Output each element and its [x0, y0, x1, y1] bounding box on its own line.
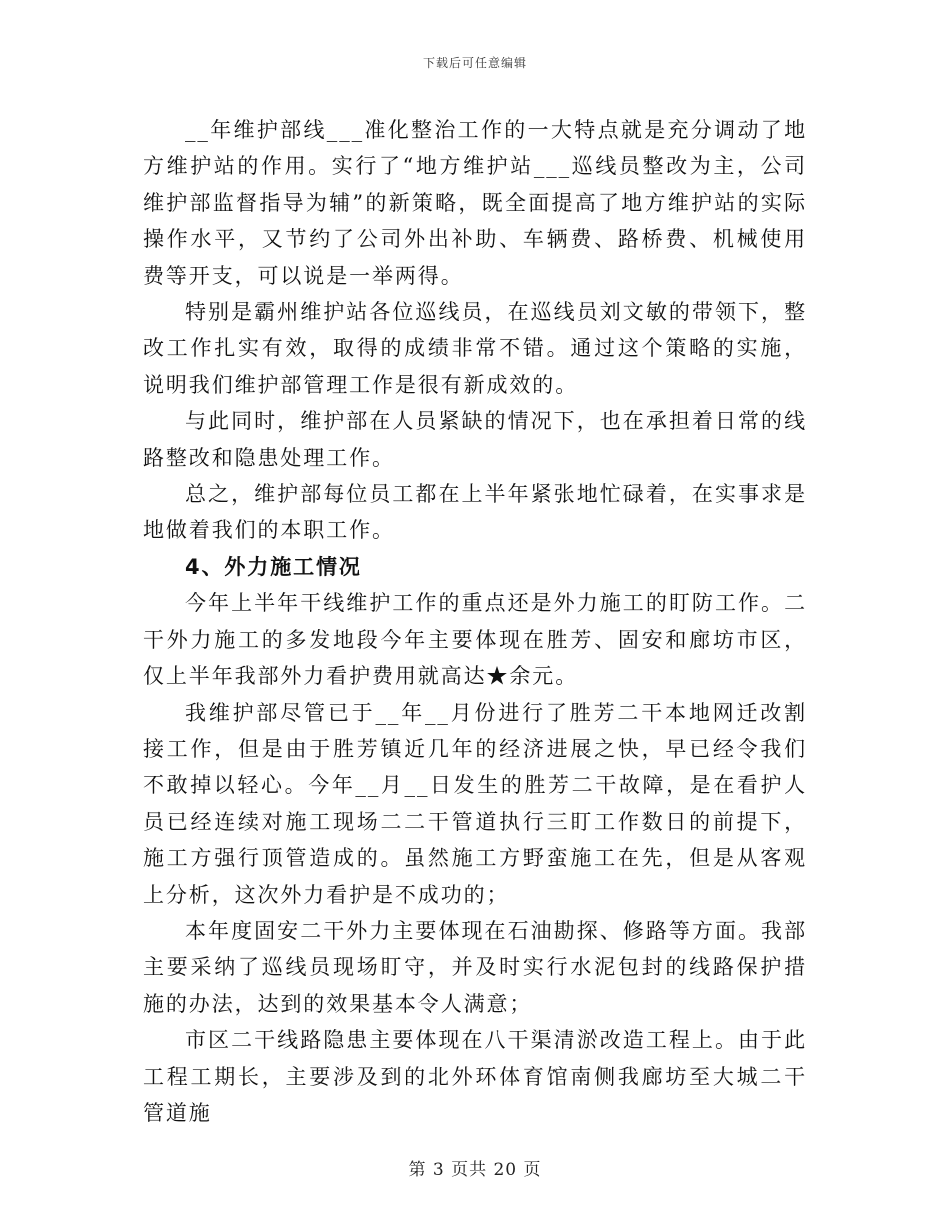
- section-heading: 4、外力施工情况: [185, 554, 362, 579]
- paragraph: 与此同时，维护部在人员紧缺的情况下，也在承担着日常的线路整改和隐患处理工作。: [143, 409, 807, 470]
- page-header: 下载后可任意编辑: [422, 56, 527, 70]
- paragraph: 本年度固安二干外力主要体现在石油勘探、修路等方面。我部主要采纳了巡线员现场盯守，并及时实行水泥包封的线路保护措施的办法，达到的效果基本令人满意；: [143, 918, 807, 1016]
- paragraph: 市区二干线路隐患主要体现在八干渠清淤改造工程上。由于此工程工期长，主要涉及到的北外环体育馆南侧我廊坊至大城二干管道施: [143, 1028, 807, 1125]
- paragraph: 我维护部尽管已于__年__月份进行了胜芳二干本地网迁改割接工作，但是由于胜芳镇近几年的经济进展之快，早已经令我们不敢掉以轻心。今年__月__日发生的胜芳二干故障，是在看护人员已经连续对施工现场二二干管道执行三盯工作数日的前提下，施工方强行顶管造成的。虽然施工方野蛮施工在先，但是从客观上分析，这次外力看护是不成功的；: [143, 700, 807, 907]
- paragraph: 特别是霸州维护站各位巡线员，在巡线员刘文敏的带领下，整改工作扎实有效，取得的成绩非常不错。通过这个策略的实施，说明我们维护部管理工作是很有新成效的。: [143, 300, 807, 397]
- paragraph: __年维护部线___准化整治工作的一大特点就是充分调动了地方维护站的作用。实行了“地方维护站___巡线员整改为主，公司维护部监督指导为辅”的新策略，既全面提高了地方维护站的实际操作水平，又节约了公司外出补助、车辆费、路桥费、机械使用费等开支，可以说是一举两得。: [143, 118, 807, 288]
- document-body: [143, 112, 807, 1131]
- paragraph: 今年上半年干线维护工作的重点还是外力施工的盯防工作。二干外力施工的多发地段今年主要体现在胜芳、固安和廊坊市区，仅上半年我部外力看护费用就高达★余元。: [143, 591, 807, 689]
- paragraph: 总之，维护部每位员工都在上半年紧张地忙碌着，在实事求是地做着我们的本职工作。: [143, 482, 807, 543]
- page-footer: 第 3 页共 20 页: [408, 1160, 542, 1180]
